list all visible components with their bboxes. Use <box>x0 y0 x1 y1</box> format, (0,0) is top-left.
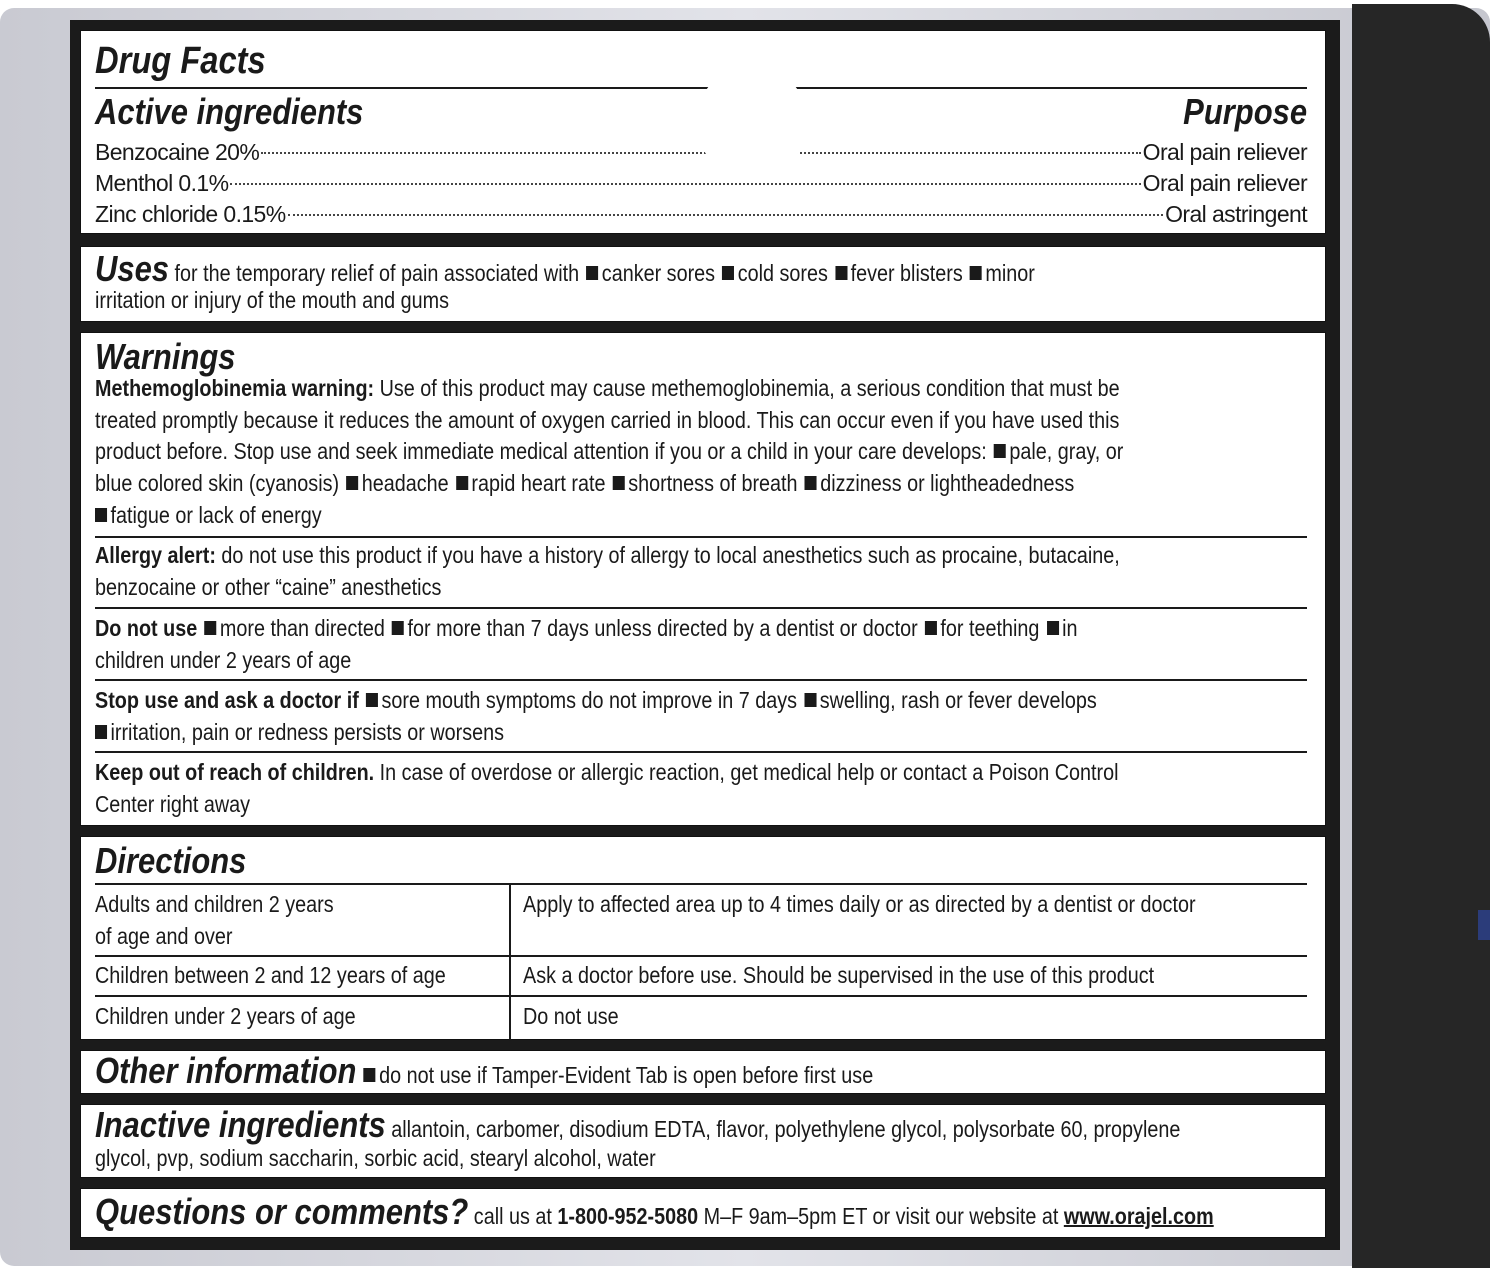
ingredient-row <box>95 168 1307 199</box>
uses-heading: Uses <box>95 248 170 289</box>
stop-item: swelling, rash or fever develops <box>819 687 1097 713</box>
phone-number: 1-800-952-5080 <box>557 1203 699 1229</box>
questions-pre: call us at <box>473 1203 552 1229</box>
questions-heading: Questions or comments? <box>95 1191 469 1232</box>
ingredient-row <box>95 199 1307 230</box>
leader-dots <box>288 214 1164 216</box>
symptom-item: blue colored skin (cyanosis) <box>95 470 340 496</box>
bullet-square <box>835 266 847 280</box>
bullet-square <box>994 444 1006 458</box>
warnings-heading: Warnings <box>95 336 236 377</box>
title-divider <box>95 87 1307 89</box>
leader-dots <box>261 152 1140 154</box>
allergy-line-1 <box>95 540 1120 572</box>
package-blue-strip <box>1478 910 1490 940</box>
directions-row-divider <box>95 955 1307 957</box>
stop-item: irritation, pain or redness persists or worsens <box>110 719 505 745</box>
bullet-square <box>970 266 982 280</box>
use-item: cold sores <box>737 260 828 286</box>
hang-hole <box>696 66 808 178</box>
keep-text: In case of overdose or allergic reaction, get medical help or contact a Poison Control <box>379 759 1119 785</box>
donot-item: for teething <box>940 615 1040 641</box>
other-information-item: do not use if Tamper-Evident Tab is open before first use <box>379 1062 874 1088</box>
ingredient-purpose: Oral pain reliever <box>1142 139 1307 165</box>
inactive-ingredients-box <box>80 1104 1326 1178</box>
methemo-label: Methemoglobinemia warning: <box>95 375 375 401</box>
other-information-box <box>80 1050 1326 1094</box>
warnings-box <box>80 332 1326 826</box>
warning-divider <box>95 536 1307 538</box>
keep-line-1 <box>95 757 1119 789</box>
warning-divider <box>95 679 1307 681</box>
bullet-square <box>364 1068 376 1082</box>
bullet-square <box>586 266 598 280</box>
symptom-item: shortness of breath <box>628 470 798 496</box>
directions-who: Adults and children 2 years <box>95 891 334 917</box>
donot-line-1 <box>95 613 1077 645</box>
allergy-line-2: benzocaine or other “caine” anesthetics <box>95 574 442 600</box>
drug-facts-title: Drug Facts <box>95 40 266 82</box>
bullet-square <box>804 693 816 707</box>
questions-box <box>80 1188 1326 1238</box>
active-ingredients-heading: Active ingredients <box>95 91 364 132</box>
donot-item: more than directed <box>219 615 385 641</box>
symptom-item: pale, gray, or <box>1009 438 1124 464</box>
use-item: fever blisters <box>850 260 963 286</box>
inactive-line-2: glycol, pvp, sodium saccharin, sorbic acid, stearyl alcohol, water <box>95 1145 656 1171</box>
stop-line-2 <box>95 717 504 749</box>
allergy-text: do not use this product if you have a history of allergy to local anesthetics such as procaine, butacaine, <box>221 542 1120 568</box>
other-information-line <box>95 1050 874 1092</box>
donot-label: Do not use <box>95 615 198 641</box>
keep-label: Keep out of reach of children. <box>95 759 375 785</box>
bullet-square <box>392 621 404 635</box>
questions-hours: M–F 9am–5pm ET or visit our website at <box>703 1203 1059 1229</box>
symptom-item: headache <box>361 470 449 496</box>
bullet-square <box>1047 621 1059 635</box>
directions-what: Do not use <box>523 1003 619 1029</box>
bullet-square <box>613 476 625 490</box>
website-link[interactable]: www.orajel.com <box>1063 1203 1214 1229</box>
directions-row-divider <box>95 995 1307 997</box>
uses-line-2: irritation or injury of the mouth and gums <box>95 287 450 313</box>
directions-what: Apply to affected area up to 4 times daily or as directed by a dentist or doctor <box>523 891 1196 917</box>
questions-line <box>95 1191 1214 1233</box>
directions-who: Children between 2 and 12 years of age <box>95 962 446 988</box>
allergy-label: Allergy alert: <box>95 542 216 568</box>
directions-who: of age and over <box>95 923 233 949</box>
purpose-heading: Purpose <box>1183 91 1307 132</box>
bullet-square <box>95 725 107 739</box>
stop-item: sore mouth symptoms do not improve in 7 days <box>381 687 798 713</box>
inactive-ingredients-heading: Inactive ingredients <box>95 1104 386 1145</box>
ingredient-name: Zinc chloride 0.15% <box>95 201 286 227</box>
bullet-square <box>366 693 378 707</box>
methemo-text: product before. Stop use and seek immediate medical attention if you or a child in your care develops: <box>95 438 987 464</box>
symptom-item: fatigue or lack of energy <box>110 502 322 528</box>
inactive-ingredients-list: allantoin, carbomer, disodium EDTA, flavor, polyethylene glycol, polysorbate 60, propylene <box>391 1116 1181 1142</box>
uses-box <box>80 246 1326 322</box>
ingredient-name: Benzocaine 20% <box>95 139 260 165</box>
methemo-line-5 <box>95 500 322 532</box>
bullet-square <box>925 621 937 635</box>
directions-what: Ask a doctor before use. Should be supervised in the use of this product <box>523 962 1155 988</box>
warning-divider <box>95 751 1307 753</box>
stop-line-1 <box>95 685 1097 717</box>
methemo-line-1 <box>95 373 1120 405</box>
methemo-line-3 <box>95 436 1123 468</box>
directions-box <box>80 836 1326 1040</box>
stop-label: Stop use and ask a doctor if <box>95 687 359 713</box>
ingredient-purpose: Oral astringent <box>1165 201 1307 227</box>
bullet-square <box>95 508 107 522</box>
inactive-line-1 <box>95 1104 1181 1146</box>
directions-heading: Directions <box>95 840 247 881</box>
use-item: canker sores <box>601 260 716 286</box>
methemo-line-2: treated promptly because it reduces the amount of oxygen carried in blood. This can occur even if you have used this <box>95 407 1120 433</box>
bullet-square <box>456 476 468 490</box>
directions-column-divider <box>509 883 511 1041</box>
symptom-item: dizziness or lightheadedness <box>820 470 1075 496</box>
keep-line-2: Center right away <box>95 791 251 817</box>
directions-divider <box>95 883 1307 885</box>
donot-item: for more than 7 days unless directed by a dentist or doctor <box>407 615 918 641</box>
bullet-square <box>346 476 358 490</box>
use-item: minor <box>985 260 1035 286</box>
package-side-panel <box>1352 4 1490 1268</box>
methemo-line-4 <box>95 468 1074 500</box>
donot-item: in <box>1062 615 1078 641</box>
directions-who: Children under 2 years of age <box>95 1003 356 1029</box>
methemo-text: Use of this product may cause methemoglobinemia, a serious condition that must be <box>379 375 1120 401</box>
bullet-square <box>722 266 734 280</box>
uses-intro: for the temporary relief of pain associated with <box>174 260 580 286</box>
other-information-heading: Other information <box>95 1050 357 1091</box>
ingredient-purpose: Oral pain reliever <box>1142 170 1307 196</box>
leader-dots <box>230 183 1140 185</box>
ingredient-name: Menthol 0.1% <box>95 170 229 196</box>
bullet-square <box>805 476 817 490</box>
donot-line-2: children under 2 years of age <box>95 647 352 673</box>
bullet-square <box>204 621 216 635</box>
symptom-item: rapid heart rate <box>471 470 606 496</box>
warning-divider <box>95 607 1307 609</box>
